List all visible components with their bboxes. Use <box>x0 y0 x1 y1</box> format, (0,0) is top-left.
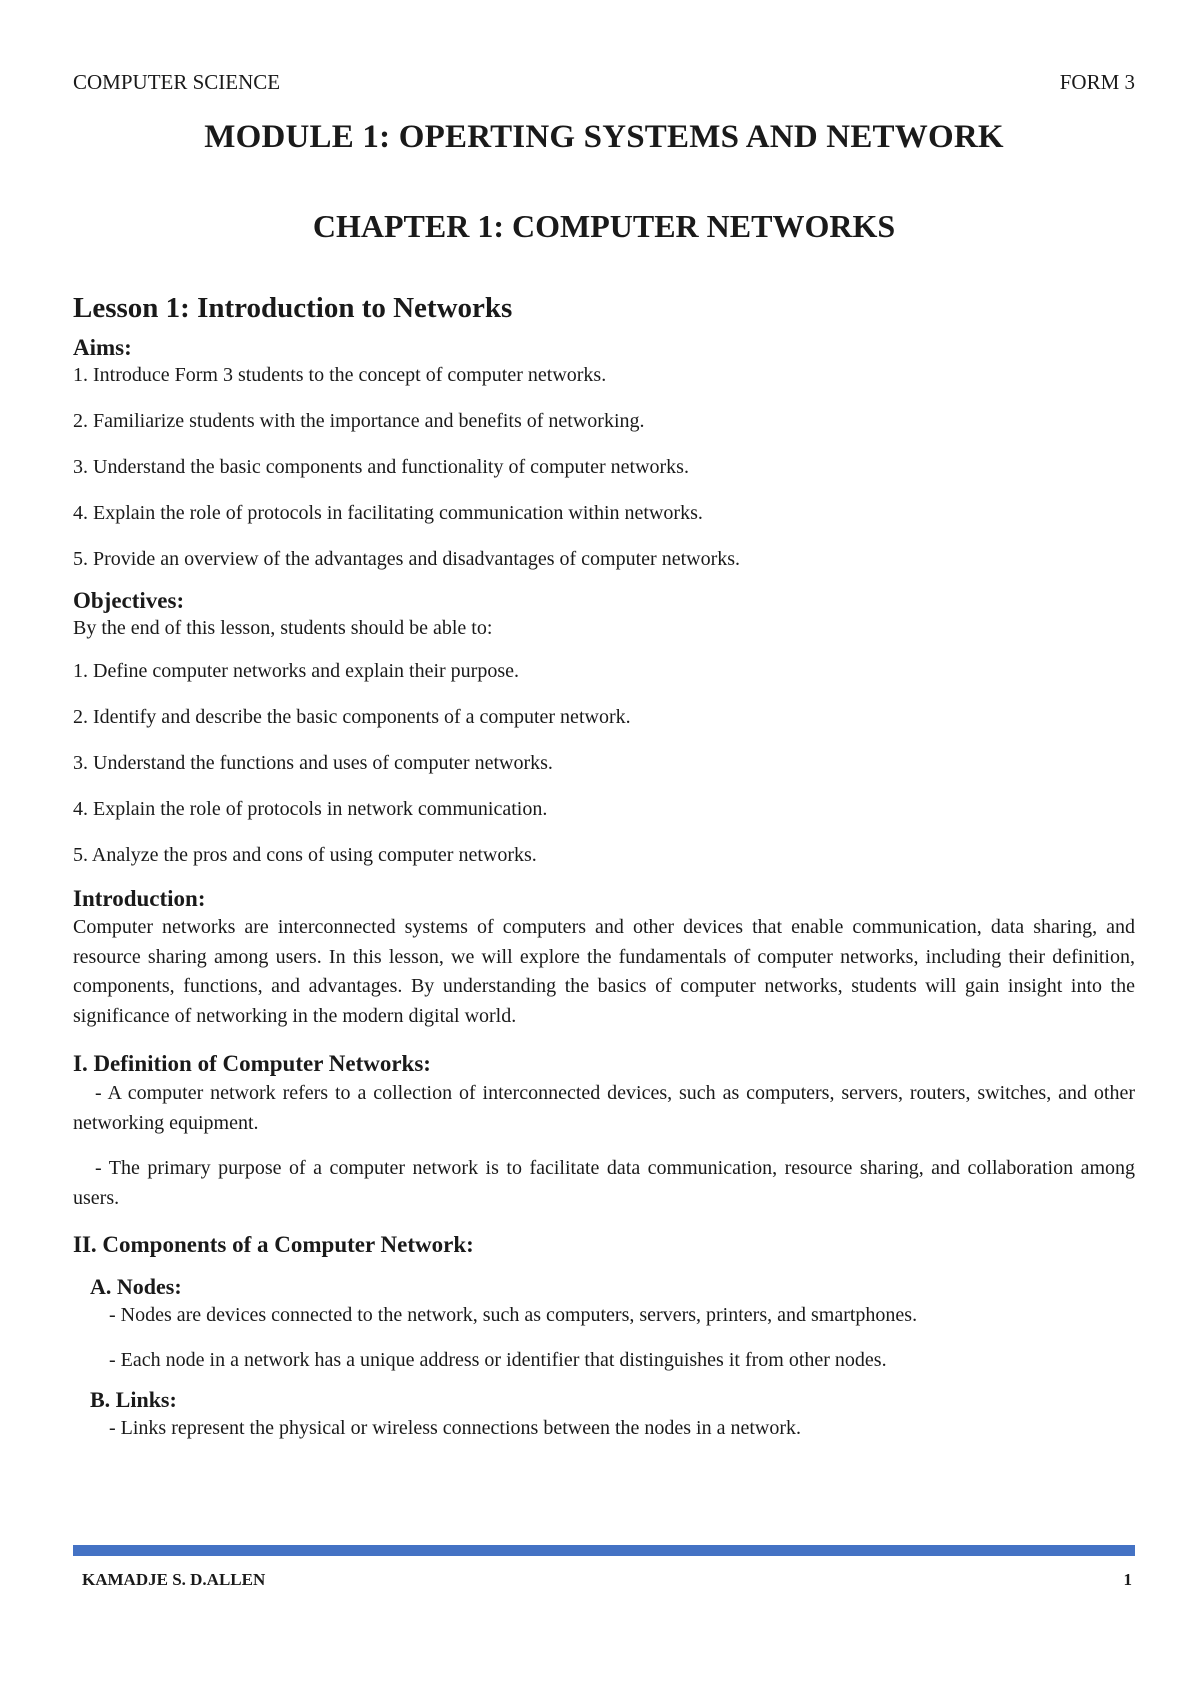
aims-item: 3. Understand the basic components and functionality of computer networks. <box>73 456 689 478</box>
module-title: MODULE 1: OPERTING SYSTEMS AND NETWORK <box>204 119 1004 155</box>
aims-list <box>73 361 1135 573</box>
objectives-heading: Objectives: <box>73 588 185 613</box>
page-content <box>73 70 1135 1442</box>
objectives-lead: By the end of this lesson, students should be able to: <box>73 617 493 639</box>
definition-bullet: - The primary purpose of a computer network is to facilitate data communication, resource sharing, and collaboration among users. <box>73 1157 1135 1209</box>
lesson-title: Lesson 1: Introduction to Networks <box>73 292 513 324</box>
introduction-paragraph: Computer networks are interconnected systems of computers and other devices that enable communication, data sharing, and resource sharing among users. In this lesson, we will explore the fundamentals of computer networks, including their definition, components, functions, and advantages. By understanding the basics of computer networks, students will gain insight into the significance of networking in the modern digital world. <box>73 916 1135 1027</box>
objectives-item: 1. Define computer networks and explain their purpose. <box>73 660 519 682</box>
links-bullet: - Links represent the physical or wireless connections between the nodes in a network. <box>109 1417 802 1439</box>
links-heading: B. Links: <box>90 1387 177 1412</box>
aims-item: 4. Explain the role of protocols in facilitating communication within networks. <box>73 502 703 524</box>
aims-item: 1. Introduce Form 3 students to the concept of computer networks. <box>73 364 607 386</box>
objectives-list <box>73 657 1135 869</box>
aims-heading: Aims: <box>73 335 132 360</box>
introduction-heading: Introduction: <box>73 886 206 911</box>
running-header <box>73 70 1135 95</box>
header-form: FORM 3 <box>1059 70 1135 94</box>
page-number: 1 <box>1123 1570 1132 1589</box>
footer-divider <box>73 1545 1135 1556</box>
components-heading: II. Components of a Computer Network: <box>73 1232 474 1257</box>
header-subject: COMPUTER SCIENCE <box>73 70 281 94</box>
aims-item: 5. Provide an overview of the advantages and disadvantages of computer networks. <box>73 548 741 570</box>
nodes-heading: A. Nodes: <box>90 1274 182 1299</box>
definition-heading: I. Definition of Computer Networks: <box>73 1051 431 1076</box>
running-footer <box>82 1570 1132 1590</box>
nodes-bullet: - Nodes are devices connected to the network, such as computers, servers, printers, and smartphones. <box>109 1304 918 1326</box>
footer-author: KAMADJE S. D.ALLEN <box>82 1570 266 1589</box>
definition-bullet: - A computer network refers to a collection of interconnected devices, such as computers, servers, routers, switches, and other networking equipment. <box>73 1082 1135 1134</box>
objectives-item: 2. Identify and describe the basic components of a computer network. <box>73 706 631 728</box>
aims-item: 2. Familiarize students with the importance and benefits of networking. <box>73 410 645 432</box>
nodes-bullet: - Each node in a network has a unique address or identifier that distinguishes it from other nodes. <box>109 1349 887 1371</box>
objectives-item: 4. Explain the role of protocols in network communication. <box>73 798 548 820</box>
chapter-title: CHAPTER 1: COMPUTER NETWORKS <box>312 208 896 244</box>
objectives-item: 3. Understand the functions and uses of computer networks. <box>73 752 553 774</box>
objectives-item: 5. Analyze the pros and cons of using computer networks. <box>73 844 537 866</box>
